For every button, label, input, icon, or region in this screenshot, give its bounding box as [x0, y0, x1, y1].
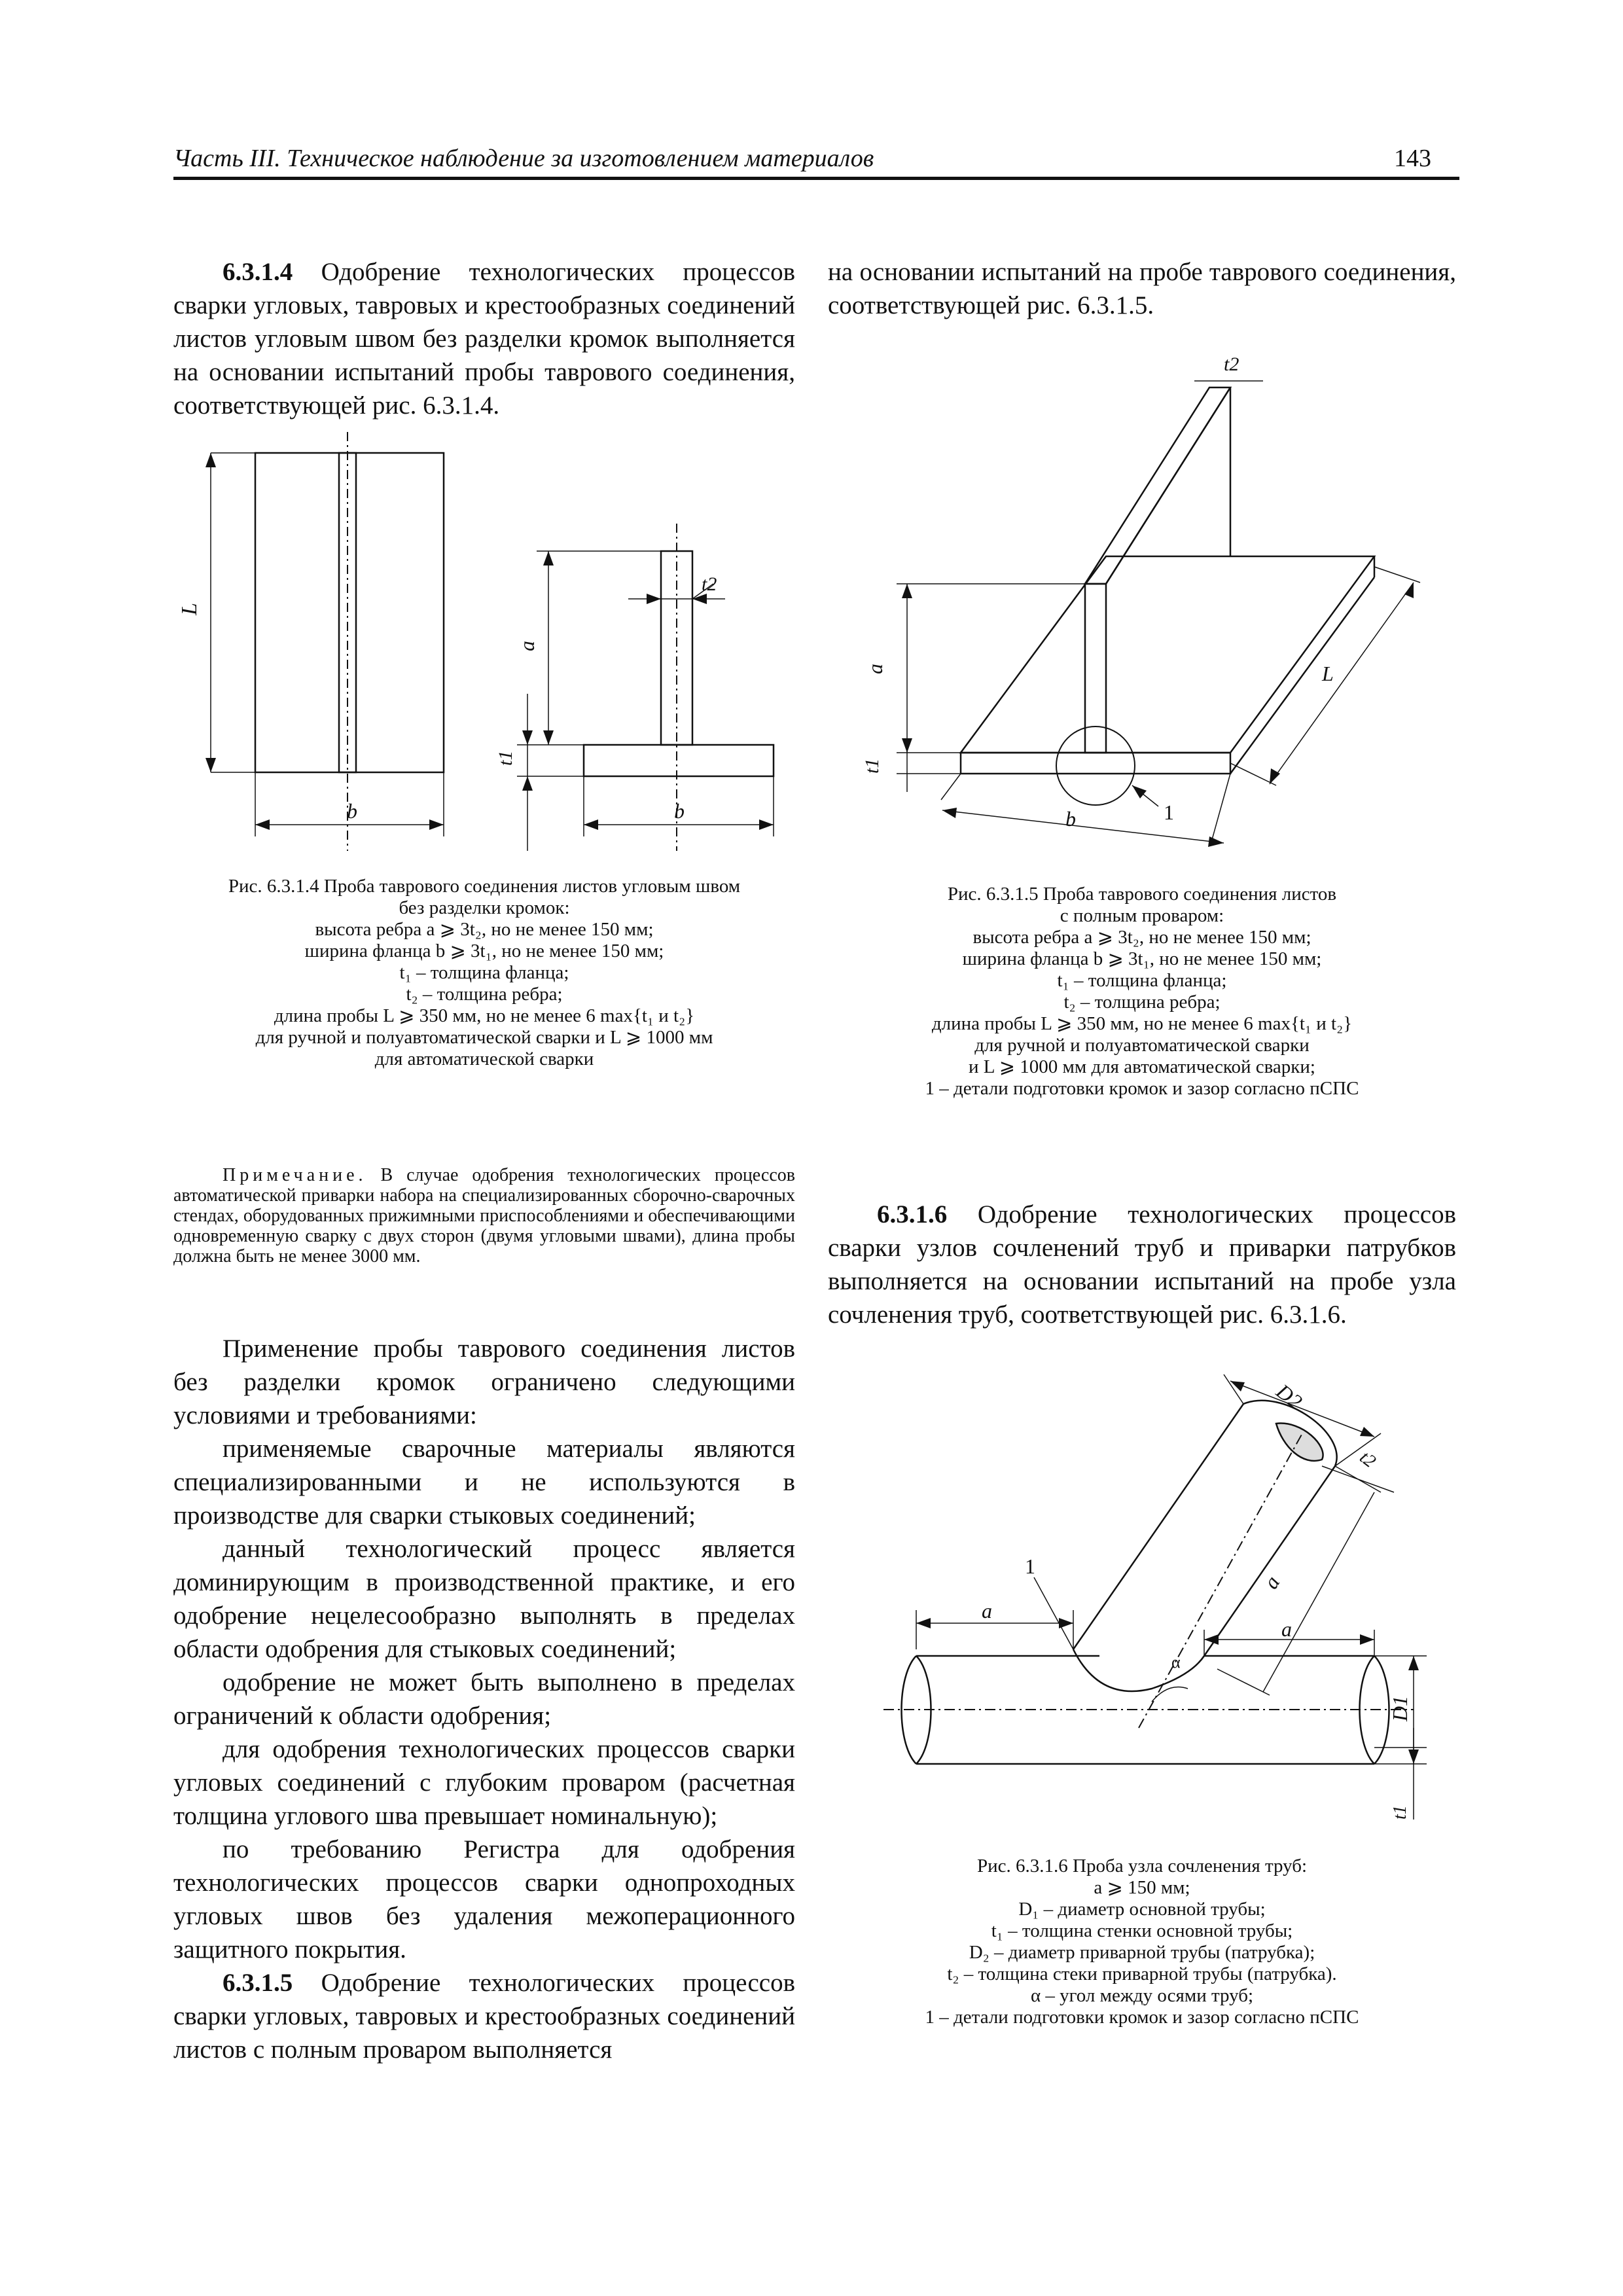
label-a-diagonal: a: [1258, 1571, 1285, 1593]
label-detail-1: 1: [1025, 1554, 1035, 1578]
label-L: L: [177, 603, 202, 615]
caption-6315: [828, 884, 1456, 1100]
caption-line: ширина фланца b ⩾ 3t₁, но не менее 150 мм;: [304, 941, 664, 961]
label-t1: t1: [495, 750, 516, 766]
figure-6315: [844, 334, 1446, 857]
caption-line: с полным проваром:: [1060, 905, 1224, 926]
body-paragraph: Применение пробы таврового соединения листов без разделки кромок ограничено следующими условиями и требованиями:: [173, 1335, 795, 1429]
caption-line: a ⩾ 150 мм;: [1094, 1877, 1190, 1898]
section-number: 6.3.1.5: [223, 1969, 293, 1997]
note-label: Примечание.: [223, 1165, 367, 1185]
label-a: a: [515, 641, 539, 651]
label-t2: t2: [1224, 353, 1240, 375]
label-D1: D1: [1388, 1695, 1412, 1721]
caption-line: без разделки кромок:: [399, 897, 570, 918]
paragraph-text: Одобрение технологических процессов сварки угловых, тавровых и крестообразных соединений листов с полным проваром выполняется: [173, 1969, 795, 2064]
figure-6316: [877, 1361, 1440, 1833]
caption-line: D₂ – диаметр приварной трубы (патрубка);: [969, 1942, 1315, 1963]
caption-line: α – угол между осями труб;: [1030, 1985, 1254, 2006]
label-t2: t2: [702, 573, 717, 595]
paragraph-6316: [828, 1198, 1456, 1331]
label-a-right: a: [1281, 1617, 1292, 1641]
section-number: 6.3.1.6: [877, 1200, 948, 1229]
caption-line: D₁ – диаметр основной трубы;: [1018, 1899, 1266, 1920]
t-flange: [584, 745, 774, 776]
label-b: b: [1065, 807, 1076, 831]
flange-plate: [255, 453, 444, 772]
body-paragraph: по требованию Регистра для одобрения технологических процессов сварки однопроходных угловых швов без удаления межоперационного защитного покрытия.: [173, 1835, 795, 1964]
caption-line: длина пробы L ⩾ 350 мм, но не менее 6 max{t₁ и t₂}: [931, 1013, 1353, 1034]
caption-line: ширина фланца b ⩾ 3t₁, но не менее 150 мм;: [962, 948, 1322, 969]
label-b-front: b: [347, 799, 357, 823]
label-b-side: b: [674, 799, 685, 823]
paragraph-text: Одобрение технологических процессов сварки угловых, тавровых и крестообразных соединений листов угловым швом без разделки кромок выполняется на основании испытаний пробы таврового соединения, соответствующей рис. 6.3.1.4.: [173, 258, 795, 420]
caption-6316: [828, 1856, 1456, 2028]
body-paragraph: данный технологический процесс является доминирующим в производственной практике, и его одобрение нецелесообразно выполнять в пределах области одобрения для стыковых соединений;: [173, 1535, 795, 1663]
label-detail-1: 1: [1164, 800, 1174, 824]
caption-line: высота ребра a ⩾ 3t₂, но не менее 150 мм;: [972, 927, 1311, 948]
label-a: a: [863, 664, 887, 674]
body-paragraph: применяемые сварочные материалы являются специализированными и не используются в производстве для сварки стыковых соединений;: [173, 1435, 795, 1530]
paragraph-6315: [173, 1966, 795, 2066]
caption-line: t₁ – толщина фланца;: [1057, 970, 1227, 991]
caption-line: Рис. 6.3.1.6 Проба узла сочленения труб:: [976, 1856, 1308, 1876]
paragraph-text: на основании испытаний на пробе таврового соединения, соответствующей рис. 6.3.1.5.: [828, 258, 1456, 319]
page-number: 143: [1394, 145, 1431, 172]
caption-line: Рис. 6.3.1.4 Проба таврового соединения листов угловым швом: [228, 876, 741, 897]
caption-line: t₁ – толщина фланца;: [399, 962, 569, 983]
caption-line: высота ребра a ⩾ 3t₂, но не менее 150 мм;: [315, 919, 654, 940]
branch-pipe-right: [1204, 1466, 1335, 1656]
body-paragraph: для одобрения технологических процессов сварки угловых соединений с глубоким проваром (расчетная толщина углового шва превышает номинальную);: [173, 1735, 795, 1830]
section-number: 6.3.1.4: [223, 258, 293, 286]
caption-line: для ручной и полуавтоматической сварки: [974, 1035, 1310, 1056]
label-L: L: [1322, 662, 1334, 685]
left-body: [173, 1332, 795, 2066]
caption-line: длина пробы L ⩾ 350 мм, но не менее 6 max{t₁ и t₂}: [274, 1005, 695, 1026]
caption-line: и L ⩾ 1000 мм для автоматической сварки;: [969, 1056, 1315, 1077]
label-a-left: a: [982, 1599, 992, 1623]
caption-line: для автоматической сварки: [374, 1049, 594, 1069]
label-D2: D2: [1272, 1379, 1307, 1414]
paragraph-6315-cont: [828, 255, 1456, 322]
header-rule: [173, 177, 1459, 180]
paragraph-6314: [173, 255, 795, 422]
caption-line: 1 – детали подготовки кромок и зазор согласно пСПС: [925, 1078, 1359, 1099]
caption-6314: [173, 876, 795, 1070]
caption-line: t₁ – толщина стенки основной трубы;: [991, 1920, 1293, 1941]
body-paragraph: одобрение не может быть выполнено в пределах ограничений к области одобрения;: [173, 1668, 795, 1730]
caption-line: t₂ – толщина стеки приварной трубы (патрубка).: [947, 1964, 1337, 1984]
label-t1: t1: [861, 758, 883, 774]
branch-pipe-left: [1073, 1404, 1243, 1649]
label-alpha: α: [1171, 1653, 1181, 1672]
note-text: В случае одобрения технологических процессов автоматической приварки набора на специализированных сборочно-сварочных стендах, оборудованных прижимными приспособлениями и обеспечивающими одновременную сварку с двух сторон (двумя угловыми швами), длина пробы должна быть не менее 3000 мм.: [173, 1165, 795, 1266]
rib-top: [1085, 387, 1230, 584]
figure-6314: [170, 432, 798, 851]
label-t2: t2: [1355, 1447, 1380, 1472]
caption-line: t₂ – толщина ребра;: [406, 984, 563, 1005]
caption-line: для ручной и полуавтоматической сварки и L ⩾ 1000 мм: [255, 1027, 713, 1048]
flange-top: [961, 556, 1374, 753]
flange-front: [961, 753, 1230, 774]
note: [173, 1165, 795, 1266]
label-t1: t1: [1390, 1805, 1410, 1820]
caption-line: 1 – детали подготовки кромок и зазор согласно пСПС: [925, 2007, 1359, 2028]
running-title: Часть III. Техническое наблюдение за изготовлением материалов: [173, 145, 874, 172]
paragraph-text: Одобрение технологических процессов сварки узлов сочленений труб и приварки патрубков выполняется на основании испытаний на пробе узла сочленения труб, соответствующей рис. 6.3.1.6.: [828, 1200, 1456, 1329]
caption-line: t₂ – толщина ребра;: [1063, 992, 1221, 1013]
caption-line: Рис. 6.3.1.5 Проба таврового соединения листов: [947, 884, 1337, 905]
